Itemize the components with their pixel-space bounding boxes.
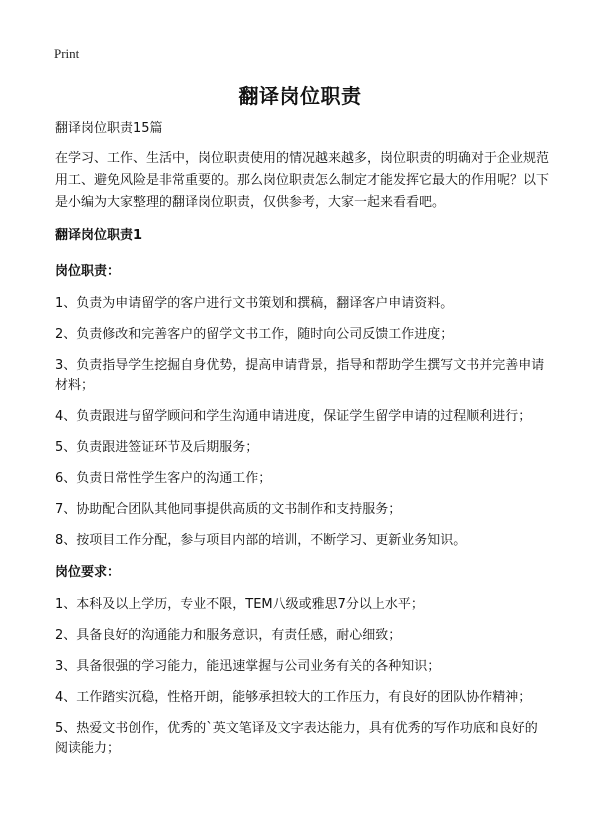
- requirement-item: 5、热爱文书创作，优秀的`英文笔译及文字表达能力，具有优秀的写作功底和良好的阅读能力；: [55, 721, 538, 756]
- duty-item: 7、协助配合团队其他同事提供高质的文书制作和支持服务；: [55, 502, 402, 517]
- duty-item: 6、负责日常性学生客户的沟通工作；: [55, 471, 272, 486]
- requirement-item: 2、具备良好的沟通能力和服务意识，有责任感，耐心细致；: [55, 628, 402, 643]
- duty-item: 2、负责修改和完善客户的留学文书工作，随时向公司反馈工作进度；: [55, 327, 454, 342]
- duty-item: 3、负责指导学生挖掘自身优势，提高申请背景，指导和帮助学生撰写文书并完善申请材料；: [55, 358, 545, 393]
- duty-item: 1、负责为申请留学的客户进行文书策划和撰稿，翻译客户申请资料。: [55, 296, 454, 311]
- duty-item: 4、负责跟进与留学顾问和学生沟通申请进度，保证学生留学申请的过程顺利进行；: [55, 409, 532, 424]
- intro-paragraph: 在学习、工作、生活中，岗位职责使用的情况越来越多，岗位职责的明确对于企业规范用工、避免风险是非常重要的。那么岗位职责怎么制定才能发挥它最大的作用呢？以下是小编为大家整理的翻译岗位职责，仅供参考，大家一起来看看吧。: [55, 151, 550, 210]
- duties-heading: 岗位职责：: [55, 264, 121, 279]
- requirement-item: 4、工作踏实沉稳，性格开朗，能够承担较大的工作压力，有良好的团队协作精神；: [55, 690, 532, 705]
- document-subtitle: 翻译岗位职责15篇: [55, 121, 163, 136]
- document-body: [55, 118, 550, 770]
- section-title: 翻译岗位职责1: [55, 228, 143, 243]
- requirement-item: 3、具备很强的学习能力，能迅速掌握与公司业务有关的各种知识；: [55, 659, 441, 674]
- print-link[interactable]: Print: [54, 46, 80, 61]
- duty-item: 5、负责跟进签证环节及后期服务；: [55, 440, 259, 455]
- document-title: 翻译岗位职责: [238, 84, 362, 108]
- duty-item: 8、按项目工作分配，参与项目内部的培训，不断学习、更新业务知识。: [55, 533, 467, 548]
- requirement-item: 1、本科及以上学历，专业不限，TEM八级或雅思7分以上水平；: [55, 597, 424, 612]
- requirements-heading: 岗位要求：: [55, 565, 121, 580]
